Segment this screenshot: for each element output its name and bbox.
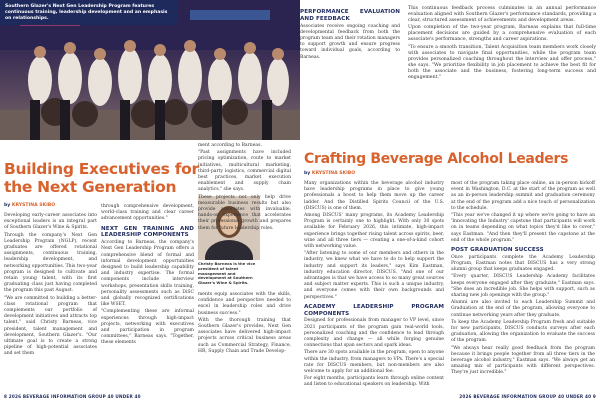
paragraph: "To ensure a smooth transition, Talent Acquisition team members work closely with associates to navigate final opportunities, while the program team provides personalized coaching throughout the interview and offer process," she says. "We prioritize flexibility in job placement to achieve the best fit for both the associate and the business, fostering long-term success and engagement." [408, 44, 596, 81]
paragraph: Upon completion of the two-year program, Barneas explains that full-time placement decisions are guided by a comprehensive evaluation of each associate's performance, strengths and career aspirations. [408, 25, 596, 43]
right-page [300, 0, 600, 403]
right-col2 [451, 181, 595, 378]
paragraph: "Past assignments have included pricing optimization, route to market initiatives, multicultural marketing, third-party logistics, commercial digital best practices, market execution enablement and supply chain analytics," she says. [198, 150, 291, 193]
paragraph: through comprehensive development, world-class training and clear career advancement opportunities." [101, 204, 194, 222]
right-col1 [304, 181, 444, 390]
paragraph: "Complementing these are informal experiences through high-impact projects, networking with executives and participation in program committees," Barneas says. "Together, these elements [101, 309, 194, 346]
paragraph: Among DISCUS' many programs, its Academy Leadership Program is certainly one to highlight. With only 30 spots available for February 2026, this intimate, high-impact experience brings together rising talent across spirits, beer, wine and all three tiers — creating a one-of-a-kind cohort with networking value. [304, 213, 444, 250]
right-top-col [408, 6, 596, 82]
left-col1 [4, 213, 97, 359]
photo-caption: Southern Glazer's Next Gen Leadership Program features continuous training, leadership development and an emphasis on relationships. [0, 0, 178, 25]
paragraph: Developing early-career associates into exceptional leaders is an integral part of Southern Glazer's Wine & Spirits. [4, 213, 97, 231]
section-heading: PERFORMANCE EVALUATION AND FEEDBACK [300, 9, 400, 22]
paragraph: Through the company's Next Gen Leadership Program (NGLP), recent graduates are offered rotational assignments, continuous training, leadership development, and networking opportunities. This two-year program is designed to cultivate and retain young talent, with its first graduating class just having completed the program this past August. [4, 232, 97, 294]
right-byline: by KRYSTINA SKIBO [304, 171, 356, 176]
right-headline: Crafting Beverage Alcohol Leaders [304, 151, 569, 167]
left-col2 [101, 204, 194, 348]
paragraph: Designed for professionals from manager to VP level, since 2021 participants of the program gain real-world tools, personalized coaching and the confidence to lead through complexity and change — all while forging genuine connections that span sectors and spark ideas. [304, 318, 444, 349]
left-col3 [198, 143, 291, 233]
paragraph: "We are committed to building a better-class rotational program that complements our portfolio of development initiatives and attracts top talent," said Christy Barneas, vice president, talent management and development, Southern Glazer's. "Our ultimate goal is to create a strong pipeline of high-potential associates and set them [4, 295, 97, 357]
section-heading: NEXT GEN TRAINING AND LEADERSHIP COMPONENTS [101, 225, 194, 239]
paragraph: ments equip associates with the skills, confidence and perspective needed to excel in leadership roles and drive business success." [198, 292, 291, 316]
group-photo [0, 0, 300, 140]
portrait-caption: Christy Barneas is the vice president of talent management and development at Southern Glazer's Wine & Spirits. [198, 261, 256, 286]
paragraph: Once participants complete the Academy Leadership Program, Eastman notes that DISCUS has a very strong alumni group that keeps graduates engaged. [451, 254, 595, 273]
left-headline [4, 160, 199, 196]
paragraph: "This year we've changed it up where we're going to have an 'Innovating the Industry' capstone that participants will work on in teams depending on what topics they'd like to cover," says Eastman. "And then they'll present the capstone at the end of the whole program." [451, 213, 595, 243]
right-folio: 2026 BEVERAGE INFORMATION GROUP 40 UNDER 40 9 [459, 394, 596, 399]
left-byline: by KRYSTINA SKIBO [4, 203, 56, 208]
paragraph: "We always hear really good feedback from the program because it brings people together from all three tiers in the beverage alcohol industry," Eastman says. "We always get an amazing mix of participants with different perspectives. They're just incredible." [451, 345, 595, 376]
paragraph: most of the program taking place online, an in-person kickoff event in Washington, D.C. at the start of the program as well as an in-person leadership summit and graduation ceremony at the end of the program add a nice touch of personalization to the schedule. [451, 181, 595, 211]
left-headline-line1: Building Executives for [4, 160, 199, 178]
paragraph: For eight months, participants learn through online content and listen to educational speakers on leadership. With [304, 376, 444, 388]
paragraph: "After listening to some of our members and others in the industry, we knew what we have to do to help support the industry and support its leaders," says Kim Eastman, industry education director, DISCUS. "And one of our advantages is that we have access to so many great sources and subject matter experts. This is such a unique industry, and everyone comes with their own backgrounds and perspectives." [304, 251, 444, 300]
paragraph: Many organizations within the beverage alcohol industry have leadership programs in place to give young professionals a boost to help them move up the career ladder. And the Distilled Spirits Council of the U.S. (DISCUS) is one of them. [304, 181, 444, 211]
left-headline-line2: the Next Generation [4, 178, 177, 196]
paragraph: There are 30 spots available in the program, open to anyone within the industry, from managers to VPs. There's a special rate for DISCUS members, but non-members are also welcome to apply for an additional fee. [304, 350, 444, 375]
paragraph: These projects not only help drive measurable business results but also provide associates with invaluable, hands-on experience that accelerates their professional growth and prepares them for future leadership roles. [198, 194, 291, 231]
paragraph: Associates receive ongoing coaching and developmental feedback from both the program team and their rotation managers to support growth and ensure progress toward individual goals, according to Barneas. [300, 23, 400, 60]
right-carryover-col [300, 6, 400, 62]
paragraph: To keep the Academy Leadership Program fresh and suitable for new participants, DISCUS conducts surveys after each graduation, allowing the organization to evaluate the success of the program. [451, 319, 595, 344]
paragraph: ment according to Barneas. [198, 143, 262, 148]
section-heading: ACADEMY LEADERSHIP PROGRAM COMPONENTS [304, 303, 444, 317]
paragraph: "Every quarter, DISCUS Leadership Academy facilitates keeps everyone engaged after they graduate," Eastman says. "She does an incredible job. She helps with support, such as sharing new job openings with the group." [451, 274, 595, 299]
paragraph: According to Barneas, the company's Next Gen Leadership Program offers a comprehensive blend of formal and informal development opportunities designed to build leadership capability and industry expertise. The formal components include interview workshops, presentation skills training, personality assessments such as DiSC and globally recognized certifications like WSET. [101, 240, 194, 308]
section-heading: POST GRADUATION SUCCESS [451, 247, 544, 254]
left-folio: 8 2026 BEVERAGE INFORMATION GROUP 40 UNDER 40 [4, 394, 141, 399]
left-col2-continued [198, 292, 291, 356]
paragraph: With the thorough training that Southern Glazer's provides, Next Gen associates have delivered high-impact projects across critical business areas such as Commercial Strategy, Finance, HR, Supply Chain and Trade Develop- [198, 317, 291, 354]
paragraph: This continuous feedback process culminates in an annual performance evaluation aligned with Southern Glazer's performance standards, providing a clear, structured assessment of achievements and development areas. [408, 6, 596, 24]
paragraph: Alumni are also invited to each Leadership Summit and Graduation at the end of the program, allowing everyone to continue networking years after they graduate. [451, 300, 595, 318]
